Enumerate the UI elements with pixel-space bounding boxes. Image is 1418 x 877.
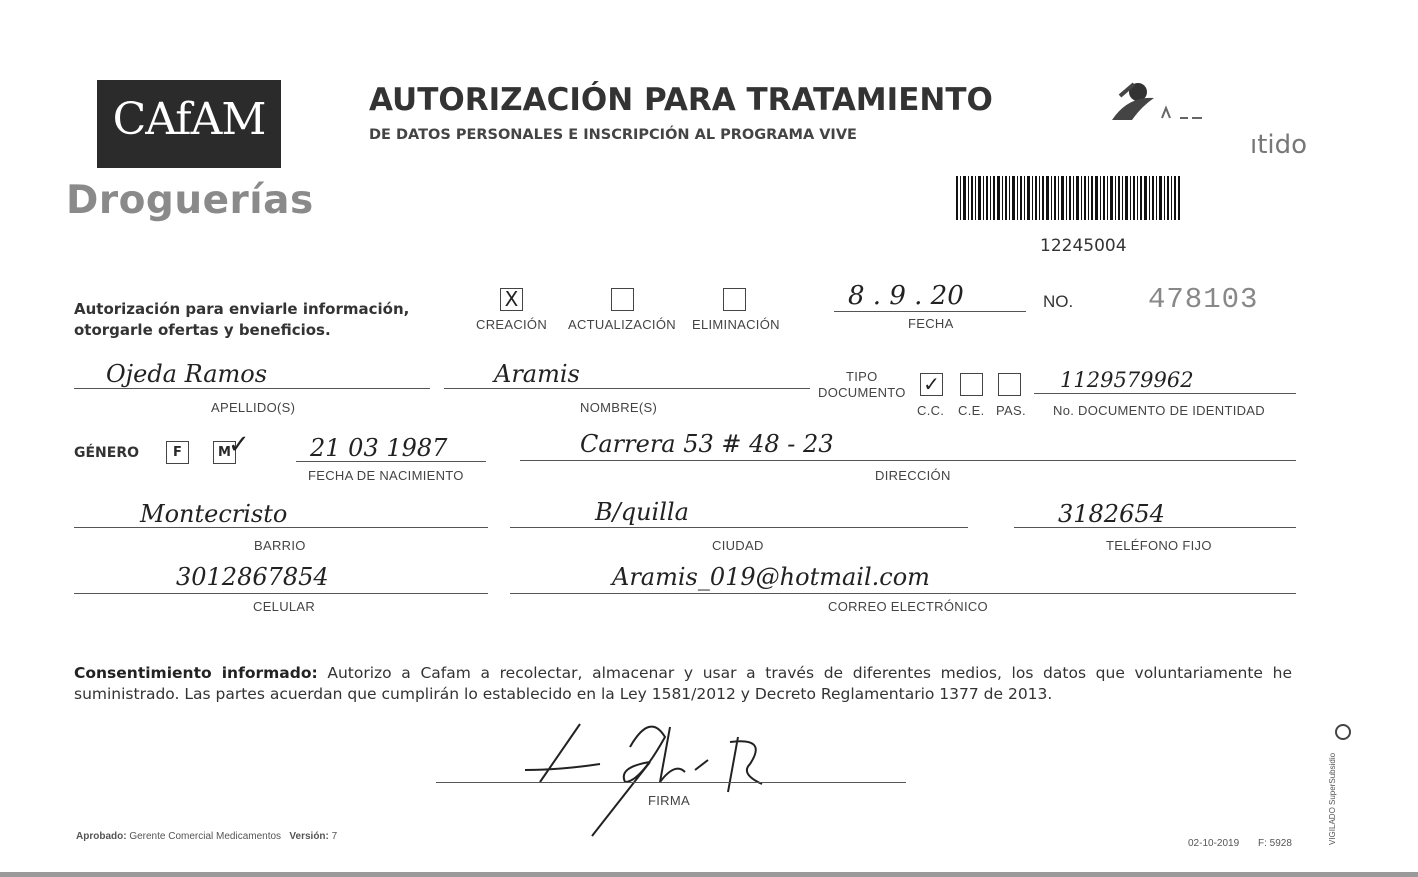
aprobado-value: Gerente Comercial Medicamentos — [129, 831, 282, 842]
telefono-fijo-line — [1014, 527, 1296, 528]
label-eliminacion: ELIMINACIÓN — [692, 317, 780, 332]
page-bottom-edge — [0, 872, 1418, 877]
footer-aprobado — [76, 831, 337, 842]
aprobado-label: Aprobado: — [76, 831, 127, 842]
no-label: NO. — [1043, 292, 1074, 311]
checkbox-genero-f[interactable]: F — [166, 441, 189, 464]
celular-label: CELULAR — [253, 599, 316, 614]
barcode-icon — [956, 176, 1180, 220]
documento-line — [1034, 393, 1296, 394]
ciudad-label: CIUDAD — [712, 538, 764, 553]
nombres-label: NOMBRE(S) — [580, 400, 658, 415]
label-pas: PAS. — [996, 403, 1026, 418]
fecha-value[interactable]: 8 . 9 . 20 — [848, 281, 964, 311]
version-value: 7 — [331, 831, 338, 842]
nombres-value[interactable]: Aramis — [494, 360, 580, 388]
signature-label: FIRMA — [648, 793, 690, 808]
fecha-line — [834, 311, 1026, 312]
barrio-value[interactable]: Montecristo — [140, 500, 288, 528]
fecha-nacimiento-value[interactable]: 21 03 1987 — [310, 434, 448, 462]
vigilado-logo-icon — [1335, 724, 1351, 740]
checkbox-creacion[interactable]: X — [500, 288, 523, 311]
brand-subtitle: Droguerías — [66, 178, 314, 223]
fecha-nacimiento-label: FECHA DE NACIMIENTO — [308, 468, 464, 483]
direccion-value[interactable]: Carrera 53 # 48 - 23 — [580, 430, 834, 458]
correo-line — [510, 593, 1296, 594]
checkbox-genero-m[interactable]: M — [213, 441, 236, 464]
truncated-text: ıtido — [1250, 130, 1308, 160]
form-number: 478103 — [1148, 283, 1259, 316]
label-ce: C.E. — [958, 403, 985, 418]
footer-date-code: 02-10-2019 — [1188, 838, 1240, 849]
authorization-line-1: Autorización para enviarle información, — [74, 300, 410, 318]
barrio-line — [74, 527, 488, 528]
label-creacion: CREACIÓN — [476, 317, 548, 332]
fecha-nacimiento-line — [296, 461, 486, 462]
apellidos-label: APELLIDO(S) — [211, 400, 296, 415]
signature-line — [436, 782, 906, 783]
checkbox-cc[interactable]: ✓ — [920, 373, 943, 396]
telefono-fijo-value[interactable]: 3182654 — [1058, 500, 1165, 528]
fecha-label: FECHA — [908, 316, 954, 331]
apellidos-value[interactable]: Ojeda Ramos — [106, 360, 268, 388]
checkbox-actualizacion[interactable] — [611, 288, 634, 311]
program-logo-icon — [1108, 76, 1208, 126]
documento-label: No. DOCUMENTO DE IDENTIDAD — [1053, 403, 1265, 418]
apellidos-line — [74, 388, 430, 389]
vigilado-text: VIGILADO SuperSubsidio — [1328, 752, 1337, 845]
ciudad-value[interactable]: B/quilla — [595, 498, 689, 526]
barcode-number: 12245004 — [1040, 236, 1127, 256]
genero-label: GÉNERO — [74, 445, 140, 461]
telefono-fijo-label: TELÉFONO FIJO — [1106, 538, 1212, 553]
form-title: AUTORIZACIÓN PARA TRATAMIENTO — [369, 82, 993, 118]
correo-value[interactable]: Aramis_019@hotmail.com — [612, 563, 930, 591]
checkbox-ce[interactable] — [960, 373, 983, 396]
checkbox-pas[interactable] — [998, 373, 1021, 396]
tipo-label-bottom: DOCUMENTO — [818, 385, 906, 400]
form-subtitle: DE DATOS PERSONALES E INSCRIPCIÓN AL PROGRAMA VIVE — [369, 127, 857, 143]
direccion-line — [520, 460, 1296, 461]
genero-m-checkmark: ✓ — [228, 430, 250, 460]
signature-icon — [500, 712, 800, 842]
documento-value[interactable]: 1129579962 — [1060, 368, 1194, 392]
consent-label: Consentimiento informado: — [74, 664, 318, 682]
checkbox-eliminacion[interactable] — [723, 288, 746, 311]
consent-text: Autorizo a Cafam a recolectar, almacenar y usar a través de diferentes medios, los datos que voluntariamente he suministrado. Las partes acuerdan que cumplirán lo establecido en la Ley 1581/2012 y Decreto Reglamentario 1377 de 2013. — [74, 664, 1292, 703]
ciudad-line — [510, 527, 968, 528]
cafam-logo-text: CAfAM — [112, 94, 266, 145]
label-cc: C.C. — [917, 403, 945, 418]
barrio-label: BARRIO — [254, 538, 306, 553]
version-label: Versión: — [289, 831, 329, 842]
direccion-label: DIRECCIÓN — [875, 468, 951, 483]
authorization-text — [74, 299, 409, 341]
tipo-label-top: TIPO — [846, 369, 878, 384]
label-actualizacion: ACTUALIZACIÓN — [568, 317, 676, 332]
celular-line — [74, 593, 488, 594]
celular-value[interactable]: 3012867854 — [176, 563, 329, 591]
authorization-line-2: otorgarle ofertas y beneficios. — [74, 321, 331, 339]
nombres-line — [444, 388, 810, 389]
consent-paragraph — [74, 663, 1292, 705]
footer-f-code: F: 5928 — [1258, 838, 1292, 849]
correo-label: CORREO ELECTRÓNICO — [828, 599, 988, 614]
